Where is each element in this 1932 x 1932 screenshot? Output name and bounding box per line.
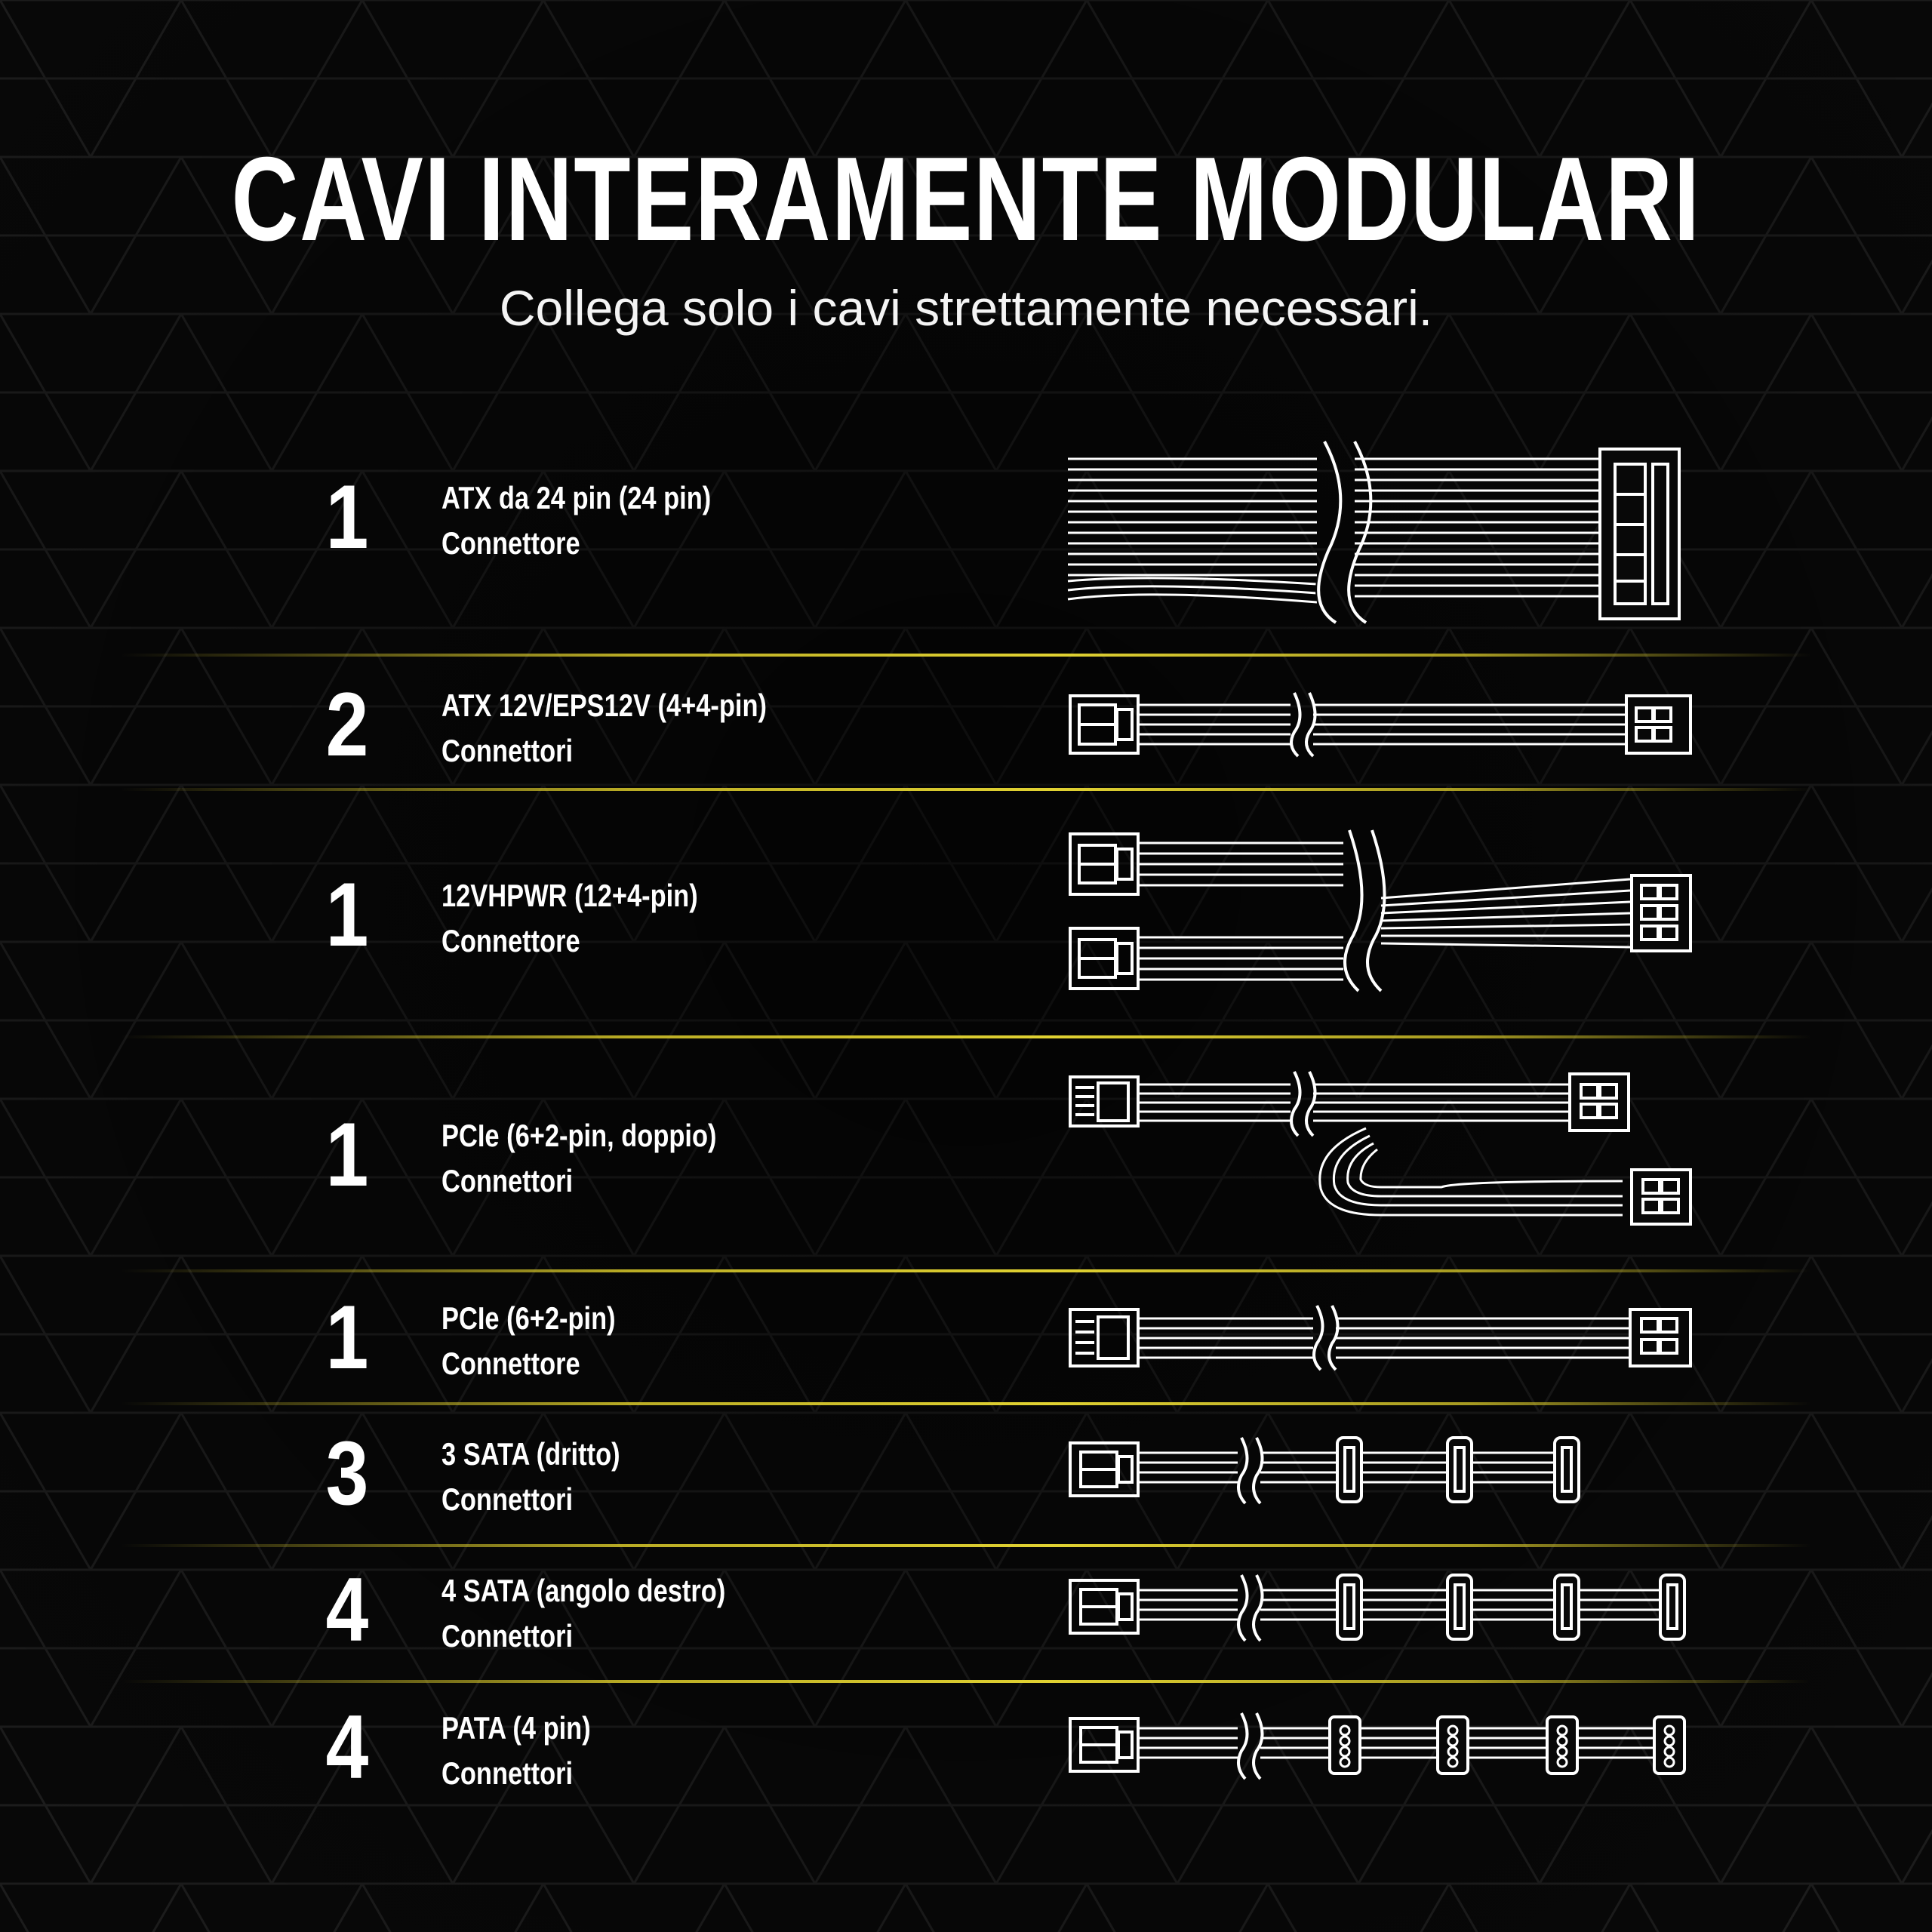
cable-name: ATX 12V/EPS12V (4+4-pin) xyxy=(441,688,767,723)
eps12v-cable-icon xyxy=(1064,687,1690,762)
cable-label-pcie-dual xyxy=(441,1113,717,1204)
row-divider xyxy=(121,1544,1811,1547)
cable-label-eps12v xyxy=(441,683,767,774)
cable-type: Connettore xyxy=(441,525,580,561)
pata-cable-icon xyxy=(1064,1709,1690,1781)
cable-name: PATA (4 pin) xyxy=(441,1710,591,1746)
cable-name: ATX da 24 pin (24 pin) xyxy=(441,480,712,515)
row-divider xyxy=(121,1035,1811,1038)
cable-name: 3 SATA (dritto) xyxy=(441,1436,620,1472)
cable-label-12vhpwr xyxy=(441,873,698,964)
cable-label-pata xyxy=(441,1706,591,1796)
sata-right-angle-cable-icon xyxy=(1064,1571,1690,1643)
cable-label-sata-straight xyxy=(441,1432,620,1522)
cable-count-atx24: 1 xyxy=(325,466,369,568)
cable-count-sata-right-angle: 4 xyxy=(325,1559,369,1660)
cable-count-pcie: 1 xyxy=(325,1287,369,1388)
pcie-cable-icon xyxy=(1064,1302,1690,1374)
cable-name: PCIe (6+2-pin, doppio) xyxy=(441,1118,717,1153)
row-divider xyxy=(121,654,1811,657)
cable-label-pcie xyxy=(441,1296,616,1386)
cable-count-eps12v: 2 xyxy=(325,674,369,775)
cable-type: Connettori xyxy=(441,1481,574,1517)
row-divider xyxy=(121,1402,1811,1405)
row-divider xyxy=(121,1680,1811,1683)
12vhpwr-cable-icon xyxy=(1064,826,1690,996)
cable-name: 12VHPWR (12+4-pin) xyxy=(441,878,698,913)
cable-count-12vhpwr: 1 xyxy=(325,864,369,965)
page-subtitle: Collega solo i cavi strettamente necessari. xyxy=(499,280,1433,336)
cable-count-pcie-dual: 1 xyxy=(325,1104,369,1205)
pcie-dual-cable-icon xyxy=(1064,1068,1690,1230)
cable-type: Connettori xyxy=(441,1163,574,1198)
page-title: CAVI INTERAMENTE MODULARI xyxy=(231,133,1701,266)
cable-type: Connettori xyxy=(441,1755,574,1791)
cable-type: Connettori xyxy=(441,1618,574,1654)
cable-type: Connettori xyxy=(441,733,574,768)
cable-label-sata-right-angle xyxy=(441,1568,725,1659)
sata-straight-cable-icon xyxy=(1064,1434,1592,1506)
row-divider xyxy=(121,1269,1811,1272)
cable-count-sata-straight: 3 xyxy=(325,1423,369,1524)
cable-name: PCIe (6+2-pin) xyxy=(441,1300,616,1336)
cable-name: 4 SATA (angolo destro) xyxy=(441,1573,726,1608)
cable-count-pata: 4 xyxy=(325,1697,369,1798)
atx-24pin-cable-icon xyxy=(1057,430,1690,634)
row-divider xyxy=(121,788,1811,791)
cable-type: Connettore xyxy=(441,1346,580,1381)
cable-type: Connettore xyxy=(441,923,580,958)
cable-label-atx24 xyxy=(441,475,711,566)
